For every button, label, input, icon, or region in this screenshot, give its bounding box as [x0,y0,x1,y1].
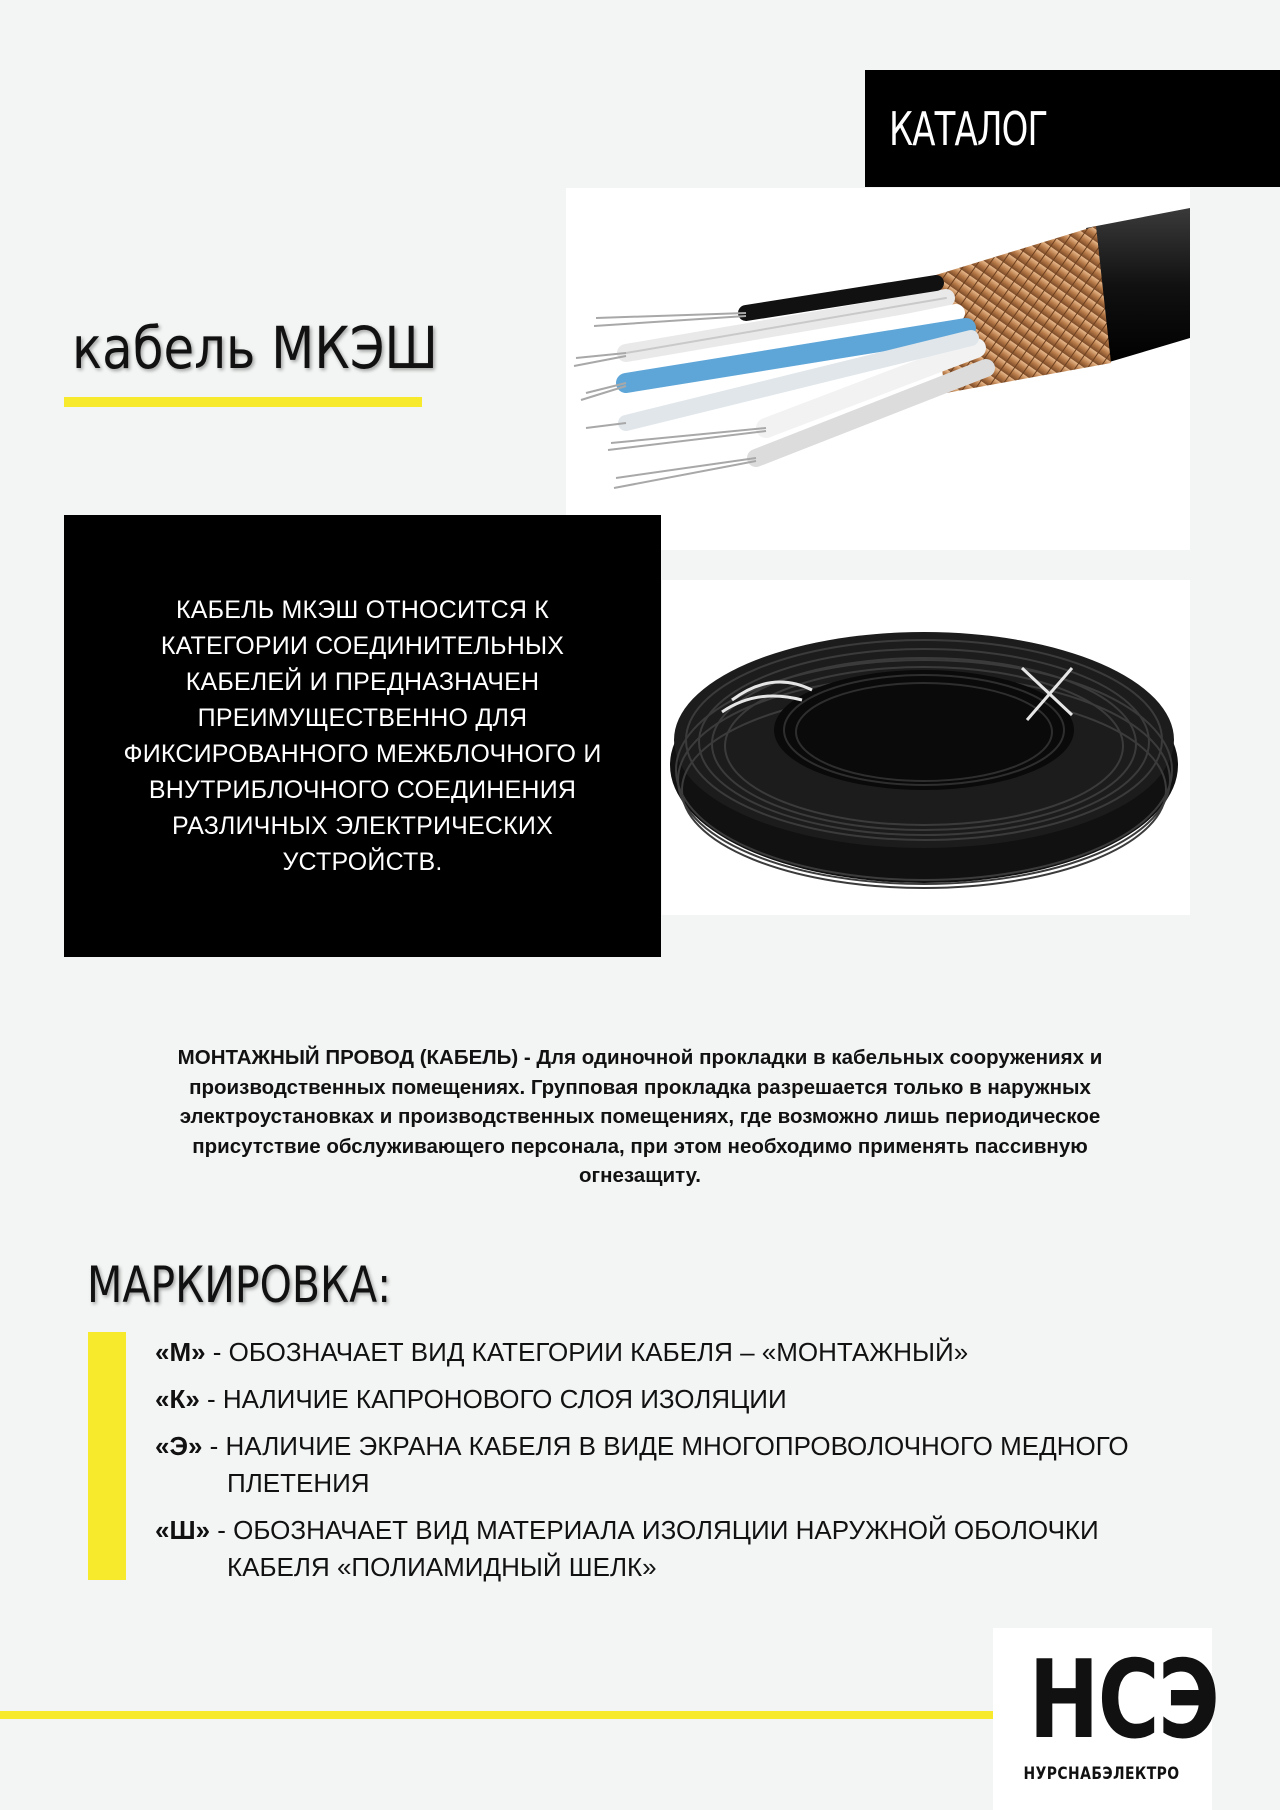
marking-text: - ОБОЗНАЧАЕТ ВИД МАТЕРИАЛА ИЗОЛЯЦИИ НАРУЖНОЙ ОБОЛОЧКИ [210,1515,1099,1545]
marking-text: - НАЛИЧИЕ КАПРОНОВОГО СЛОЯ ИЗОЛЯЦИИ [199,1384,787,1414]
cable-closeup-graphic [566,188,1190,550]
catalog-label: КАТАЛОГ [889,102,1048,156]
marking-item [155,1512,1155,1586]
logo-mark: НСЭ [1028,1638,1219,1763]
cable-closeup-image [566,188,1190,550]
marking-list [155,1334,1155,1596]
marking-code: «Э» [155,1431,203,1461]
catalog-banner [865,70,1280,187]
description-panel [64,515,661,957]
company-logo [993,1628,1219,1810]
footer-accent-line [0,1711,995,1719]
marking-code: «К» [155,1384,200,1414]
marking-text-continuation: ПЛЕТЕНИЯ [227,1468,370,1498]
info-paragraph [150,1043,1130,1191]
marking-item [155,1381,1155,1418]
info-text: - Для одиночной прокладки в кабельных сооружениях и производственных помещениях. Групповая прокладка разрешается только в наружных электроустановках и производственных помещениях, где возможно лишь периодическое присутствие обслуживающего персонала, при этом необходимо применять пассивную огнезащиту. [179,1046,1103,1187]
marking-accent-bar [88,1332,126,1580]
cable-coil-graphic [662,580,1190,915]
marking-text-continuation: КАБЕЛЯ «ПОЛИАМИДНЫЙ ШЕЛК» [227,1552,657,1582]
marking-item [155,1428,1155,1502]
product-title: кабель МКЭШ [72,314,438,382]
marking-code: «Ш» [155,1515,211,1545]
marking-text: - НАЛИЧИЕ ЭКРАНА КАБЕЛЯ В ВИДЕ МНОГОПРОВОЛОЧНОГО МЕДНОГО [202,1431,1129,1461]
info-lead: МОНТАЖНЫЙ ПРОВОД (КАБЕЛЬ) [177,1046,519,1069]
marking-heading: МАРКИРОВКА: [87,1256,392,1314]
cable-coil-image [662,580,1190,915]
marking-code: «М» [155,1337,206,1367]
title-underline [64,397,422,407]
marking-text: - ОБОЗНАЧАЕТ ВИД КАТЕГОРИИ КАБЕЛЯ – «МОНТАЖНЫЙ» [205,1337,969,1367]
marking-item [155,1334,1155,1371]
logo-company-name: НУРСНАБЭЛЕКТРО [1023,1764,1180,1784]
description-text: КАБЕЛЬ МКЭШ ОТНОСИТСЯ К КАТЕГОРИИ СОЕДИНИТЕЛЬНЫХ КАБЕЛЕЙ И ПРЕДНАЗНАЧЕН ПРЕИМУЩЕСТВЕННО ДЛЯ ФИКСИРОВАННОГО МЕЖБЛОЧНОГО И ВНУТРИБЛОЧНОГО СОЕДИНЕНИЯ РАЗЛИЧНЫХ ЭЛЕКТРИЧЕСКИХ УСТРОЙСТВ. [123,596,602,876]
